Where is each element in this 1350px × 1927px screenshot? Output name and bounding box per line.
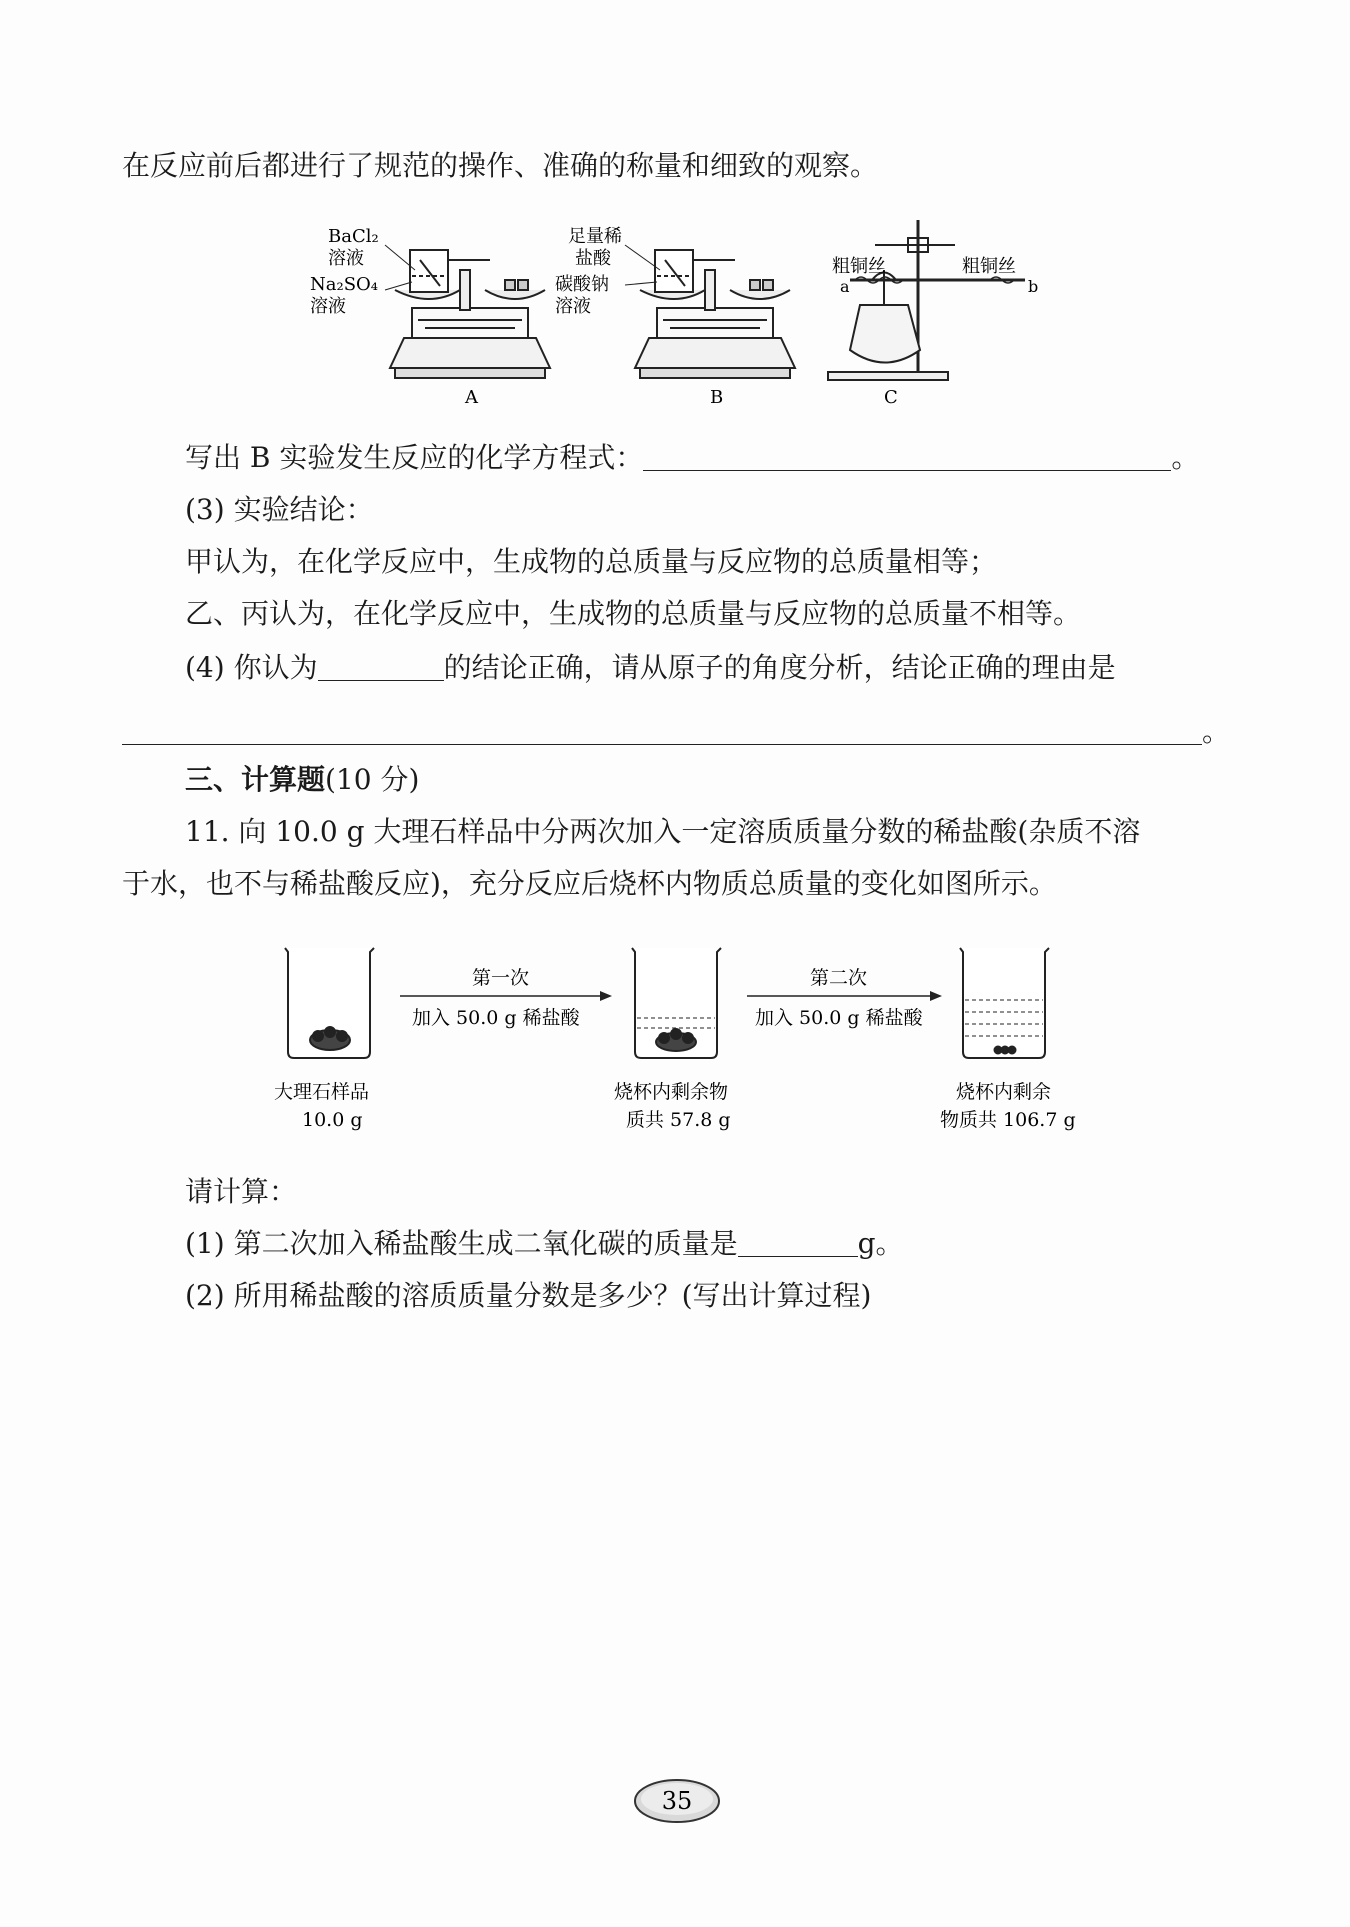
- arrow-1-head: [600, 991, 612, 1001]
- section3-score: (10 分): [325, 763, 420, 796]
- caption-c: C: [884, 387, 898, 408]
- arrow-1-bottom: 加入 50.0 g 稀盐酸: [412, 1007, 580, 1029]
- answer-blank-equation[interactable]: [643, 440, 1171, 471]
- beaker-2: [632, 948, 721, 1058]
- label-c-end-b: b: [1028, 277, 1039, 296]
- arrow-2-top: 第二次: [810, 967, 868, 989]
- beaker-3: [960, 948, 1049, 1058]
- label-b-acid2: 盐酸: [575, 248, 611, 269]
- answer-blank-q4[interactable]: [318, 650, 444, 681]
- q-b-equation-text: 写出 B 实验发生反应的化学方程式：: [185, 441, 644, 474]
- calc-title: 请计算：: [185, 1175, 298, 1208]
- label-c-end-a: a: [840, 277, 850, 296]
- period-2: 。: [1202, 715, 1231, 748]
- arrow-2-bottom: 加入 50.0 g 稀盐酸: [755, 1007, 923, 1029]
- label-b-solution: 溶液: [555, 296, 591, 317]
- page-number-badge: [633, 1778, 721, 1824]
- arrow-1-top: 第一次: [472, 967, 530, 989]
- beaker-1-label2: 10.0 g: [302, 1109, 363, 1131]
- arrow-2-head: [930, 991, 942, 1001]
- beaker-3-label1: 烧杯内剩余: [956, 1081, 1052, 1103]
- calc-q2: (2) 所用稀盐酸的溶质质量分数是多少？(写出计算过程): [185, 1279, 872, 1312]
- caption-b: B: [710, 387, 724, 408]
- label-a-bacl2: BaCl₂: [328, 226, 379, 247]
- calc-q1: [185, 1224, 904, 1264]
- label-a-na2so4: Na₂SO₄: [310, 274, 379, 295]
- label-c-wire-right: 粗铜丝: [962, 256, 1016, 277]
- period-1: 。: [1171, 441, 1200, 474]
- balance-a-diagram: [385, 245, 550, 378]
- q3-yibing: 乙、丙认为，在化学反应中，生成物的总质量与反应物的总质量不相等。: [185, 597, 1082, 630]
- q3-jia: 甲认为，在化学反应中，生成物的总质量与反应物的总质量相等；: [185, 545, 998, 578]
- figure-beakers: [260, 940, 1120, 1140]
- q4-line: [185, 648, 1116, 688]
- beaker-2-label1: 烧杯内剩余物: [614, 1081, 729, 1103]
- q-b-equation: [185, 438, 1199, 478]
- label-a-solution2: 溶液: [310, 296, 346, 317]
- label-a-solution1: 溶液: [328, 248, 364, 269]
- q11-line2: 于水，也不与稀盐酸反应)，充分反应后烧杯内物质总质量的变化如图所示。: [122, 867, 1057, 900]
- label-c-wire-left: 粗铜丝: [832, 256, 886, 277]
- q11-line1: 11. 向 10.0 g 大理石样品中分两次加入一定溶质质量分数的稀盐酸(杂质不溶: [185, 815, 1141, 848]
- caption-a: A: [465, 387, 478, 408]
- calc-q1-post: g。: [857, 1227, 904, 1260]
- answer-blank-co2-mass[interactable]: [738, 1226, 858, 1257]
- beaker-2-label2: 质共 57.8 g: [626, 1109, 731, 1131]
- q4-post: 的结论正确，请从原子的角度分析，结论正确的理由是: [443, 651, 1116, 684]
- beaker-1-label1: 大理石样品: [274, 1081, 370, 1103]
- q4-pre: (4) 你认为: [185, 651, 318, 684]
- beaker-1: [285, 948, 374, 1058]
- figure-apparatus: [300, 210, 1060, 410]
- copper-wire-setup-diagram: [828, 220, 1025, 380]
- q3-title: (3) 实验结论：: [185, 493, 374, 526]
- intro-line: 在反应前后都进行了规范的操作、准确的称量和细致的观察。: [122, 149, 879, 182]
- q4-reason-line: [122, 712, 1230, 752]
- calc-q1-pre: (1) 第二次加入稀盐酸生成二氧化碳的质量是: [185, 1227, 738, 1260]
- beaker-3-label2: 物质共 106.7 g: [940, 1109, 1076, 1131]
- label-b-acid1: 足量稀: [568, 226, 622, 247]
- page-number: 35: [661, 1787, 693, 1815]
- label-b-carbonate: 碳酸钠: [555, 274, 609, 295]
- section3-heading: [185, 760, 419, 800]
- section3-title: 三、计算题: [185, 763, 326, 796]
- balance-b-diagram: [625, 245, 795, 378]
- answer-blank-q4-reason[interactable]: [122, 714, 1202, 745]
